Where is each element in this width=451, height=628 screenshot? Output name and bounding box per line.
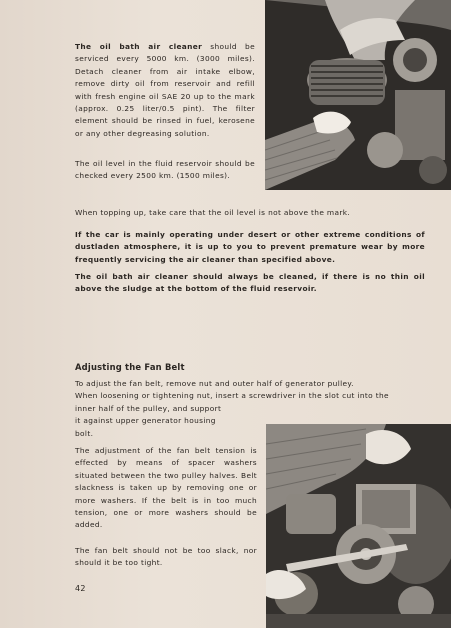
fan-belt-intro-line: bolt. — [75, 428, 94, 438]
fan-belt-photo — [266, 424, 451, 628]
desert-conditions-text: If the car is mainly operating under desert or other extreme conditions of dustladen atmosphere, it is up to you to prevent premature wear by more frequently servicing the air cleaner than specified above. — [75, 230, 425, 264]
air-cleaner-photo — [265, 0, 451, 190]
fan-belt-tension-paragraph — [75, 545, 257, 570]
topping-up-paragraph — [75, 207, 425, 219]
oil-level-text: The oil level in the fluid reservoir should be checked every 2500 km. (1500 miles). — [75, 159, 255, 181]
fan-belt-intro-line: When loosening or tightening nut, insert a screwdriver in the slot cut into the — [75, 391, 389, 401]
air-cleaner-service-text: should be serviced every 5000 km. (3000 miles). Detach cleaner from air intake elbow, remove dirty oil from reservoir and refill with fresh engine oil SAE 20 up to the mark (approx. 0.25 liter/0.5 pint). The filter element should be rinsed in fuel, kerosene or any other degreasing solution. — [75, 42, 255, 138]
fan-belt-tension-text: The fan belt should not be too slack, nor should it be too tight. — [75, 546, 257, 568]
fan-belt-adjustment-paragraph — [75, 445, 257, 532]
fan-belt-adjustment-text: The adjustment of the fan belt tension is effected by means of spacer washers situated between the two pulley halves. Belt slackness is taken up by removing one or more washers. If the belt is in too much tension, one or more washers should be added. — [75, 446, 257, 530]
fan-belt-intro-line: it against upper generator housing — [75, 416, 216, 426]
air-cleaner-service-paragraph — [75, 41, 255, 140]
fan-belt-intro-line: To adjust the fan belt, remove nut and outer half of generator pulley. — [75, 379, 354, 388]
cleaning-note-text: The oil bath air cleaner should always be cleaned, if there is no thin oil above the sludge at the bottom of the fluid reservoir. — [75, 272, 425, 294]
cleaning-note-paragraph — [75, 271, 425, 296]
oil-level-paragraph — [75, 158, 255, 183]
topping-up-text: When topping up, take care that the oil level is not above the mark. — [75, 208, 351, 217]
page-number: 42 — [75, 584, 86, 593]
desert-conditions-paragraph — [75, 229, 425, 266]
fan-belt-intro-line: inner half of the pulley, and support — [75, 403, 222, 413]
air-cleaner-term: The oil bath air cleaner — [75, 42, 203, 51]
fan-belt-heading: Adjusting the Fan Belt — [75, 362, 185, 372]
